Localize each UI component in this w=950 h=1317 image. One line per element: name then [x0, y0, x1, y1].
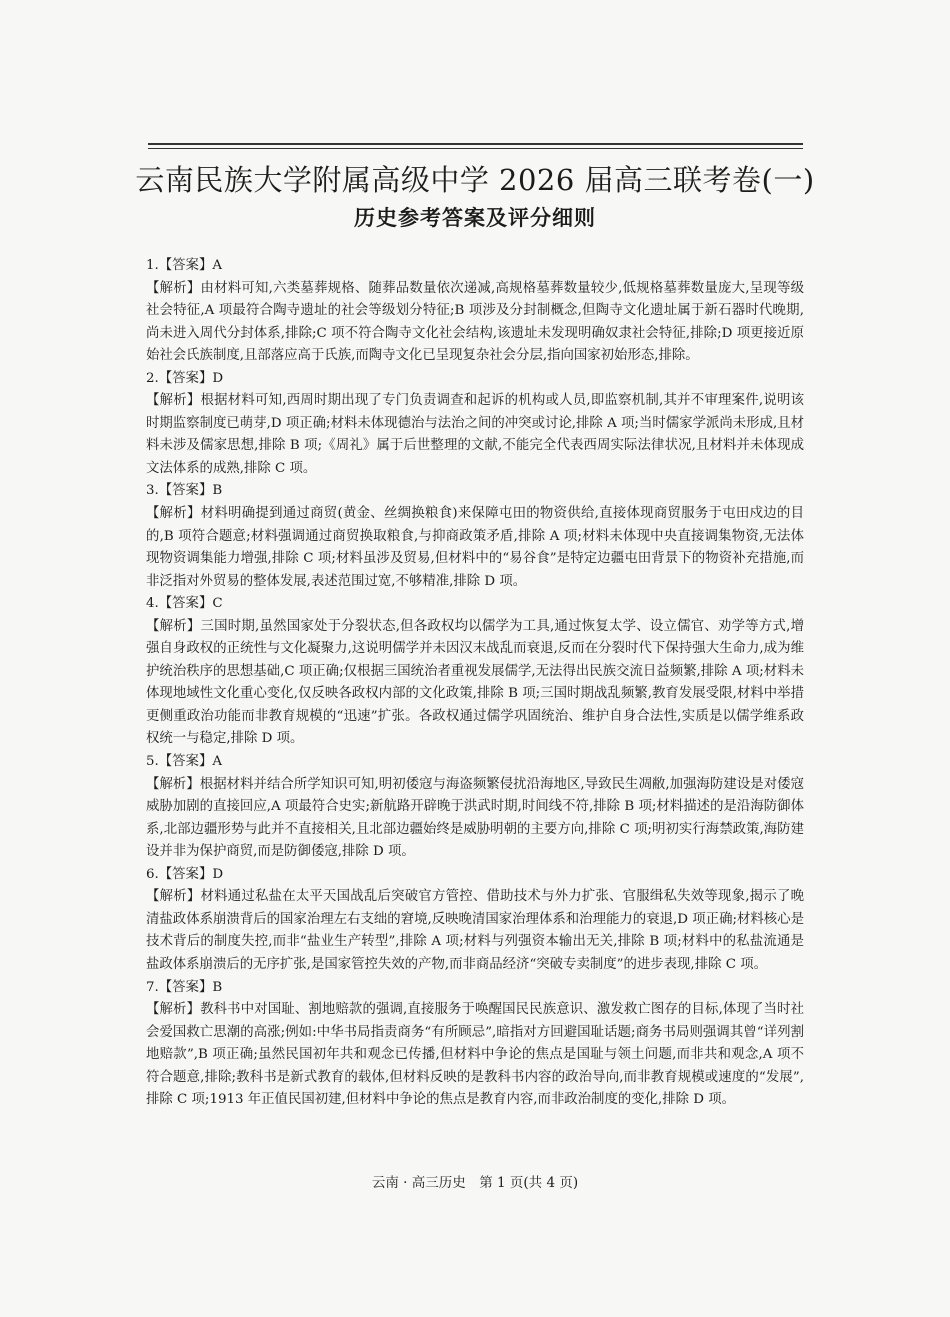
answer-line: 5.【答案】A: [146, 754, 223, 770]
explanation-text: 【解析】根据材料并结合所学知识可知,明初倭寇与海盗频繁侵扰沿海地区,导致民生凋敝,加强海防建设是对倭寇威胁加剧的直接回应,A 项最符合史实;新航路开辟晚于洪武时期,时间线不符,排除 B 项;材料描述的是沿海防御体系,北部边疆形势与此并不直接相关,且北部边疆始终是威胁明朝的主要方向,排除 C 项;明初实行海禁政策,海防建设并非为保护商贸,而是防御倭寇,排除 D 项。: [146, 776, 804, 860]
answer-list: [146, 255, 804, 1112]
question-7: [146, 977, 804, 1112]
question-6: [146, 864, 804, 977]
question-2: [146, 368, 804, 481]
question-3: [146, 480, 804, 593]
answer-line: 1.【答案】A: [146, 258, 223, 273]
page-footer: 云南 · 高三历史 第 1 页(共 4 页): [371, 1175, 579, 1191]
answer-line: 4.【答案】C: [146, 596, 223, 612]
explanation-text: 【解析】材料通过私盐在太平天国战乱后突破官方管控、借助技术与外力扩张、官服缉私失效等现象,揭示了晚清盐政体系崩溃背后的国家治理左右支绌的窘境,反映晚清国家治理体系和治理能力的衰退,D 项正确;材料核心是技术背后的制度失控,而非“盐业生产转型”,排除 A 项;材料与列强资本输出无关,排除 B 项;材料中的私盐流通是盐政体系崩溃后的无序扩张,是国家管控失效的产物,而非商品经济“突破专卖制度”的进步表现,排除 C 项。: [146, 889, 804, 972]
explanation-text: 【解析】根据材料可知,西周时期出现了专门负责调查和起诉的机构或人员,即监察机制,其并不审理案件,说明该时期监察制度已萌芽,D 项正确;材料未体现德治与法治之间的冲突或讨论,排除 A 项;当时儒家学派尚未形成,且材料未涉及儒家思想,排除 B 项;《周礼》属于后世整理的文献,不能完全代表西周实际法律状况,且材料并未体现成文法体系的成熟,排除 C 项。: [146, 393, 804, 476]
explanation-text: 【解析】三国时期,虽然国家处于分裂状态,但各政权均以儒学为工具,通过恢复太学、设立儒官、劝学等方式,增强自身政权的正统性与文化凝聚力,这说明儒学并未因汉末战乱而衰退,反而在分裂时代下保持强大生命力,成为维护统治秩序的思想基础,C 项正确;仅根据三国统治者重视发展儒学,无法得出民族交流日益频繁,排除 A 项;材料未体现地域性文化重心变化,仅反映各政权内部的文化政策,排除 B 项;三国时期战乱频繁,教育发展受限,材料中举措更侧重政治功能而非教育规模的“迅速”扩张。各政权通过儒学巩固统治、维护自身合法性,实质是以儒学维系政权统一与稳定,排除 D 项。: [146, 618, 804, 747]
question-1: [146, 255, 804, 368]
answer-line: 7.【答案】B: [146, 979, 223, 995]
page-subtitle: 历史参考答案及评分细则: [354, 206, 596, 230]
answer-line: 3.【答案】B: [146, 483, 223, 499]
question-4: [146, 593, 804, 751]
answer-line: 2.【答案】D: [146, 370, 224, 386]
header-rule-thin: [148, 148, 803, 149]
explanation-text: 【解析】教科书中对国耻、割地赔款的强调,直接服务于唤醒国民民族意识、激发救亡图存的目标,体现了当时社会爱国救亡思潮的高涨;例如:中华书局指责商务“有所顾忌”,暗指对方回避国耻话题;商务书局则强调其曾“详列割地赔款”,B 项正确;虽然民国初年共和观念已传播,但材料中争论的焦点是国耻与领土问题,而非共和观念,A 项不符合题意,排除;教科书是新式教育的载体,但材料反映的是教科书内容的政治导向,而非教育规模或速度的“发展”,排除 C 项;1913 年正值民国初建,但材料中争论的焦点是教育内容,而非政治制度的变化,排除 D 项。: [146, 1002, 804, 1108]
question-5: [146, 751, 804, 864]
header-rule-thick: [148, 143, 803, 145]
explanation-text: 【解析】材料明确提到通过商贸(黄金、丝绸换粮食)来保障屯田的物资供给,直接体现商贸服务于屯田戍边的目的,B 项符合题意;材料强调通过商贸换取粮食,与抑商政策矛盾,排除 A 项;材料未体现中央直接调集物资,无法体现物资调集能力增强,排除 C 项;材料虽涉及贸易,但材料中的“易谷食”是特定边疆屯田背景下的物资补充措施,而非泛指对外贸易的整体发展,表述范围过宽,不够精准,排除 D 项。: [146, 506, 804, 589]
page-title: 云南民族大学附属高级中学 2026 届高三联考卷(一): [135, 163, 815, 197]
answer-line: 6.【答案】D: [146, 866, 224, 882]
explanation-text: 【解析】由材料可知,六类墓葬规格、随葬品数量依次递减,高规格墓葬数量较少,低规格墓葬数量庞大,呈现等级社会特征,A 项最符合陶寺遗址的社会等级划分特征;B 项涉及分封制概念,但陶寺文化遗址属于新石器时代晚期,尚未进入周代分封体系,排除;C 项不符合陶寺文化社会结构,该遗址未发现明确奴隶社会特征,排除;D 项更接近原始社会氏族制度,且部落应高于氏族,而陶寺文化已呈现复杂社会分层,指向国家初始形态,排除。: [146, 280, 804, 364]
